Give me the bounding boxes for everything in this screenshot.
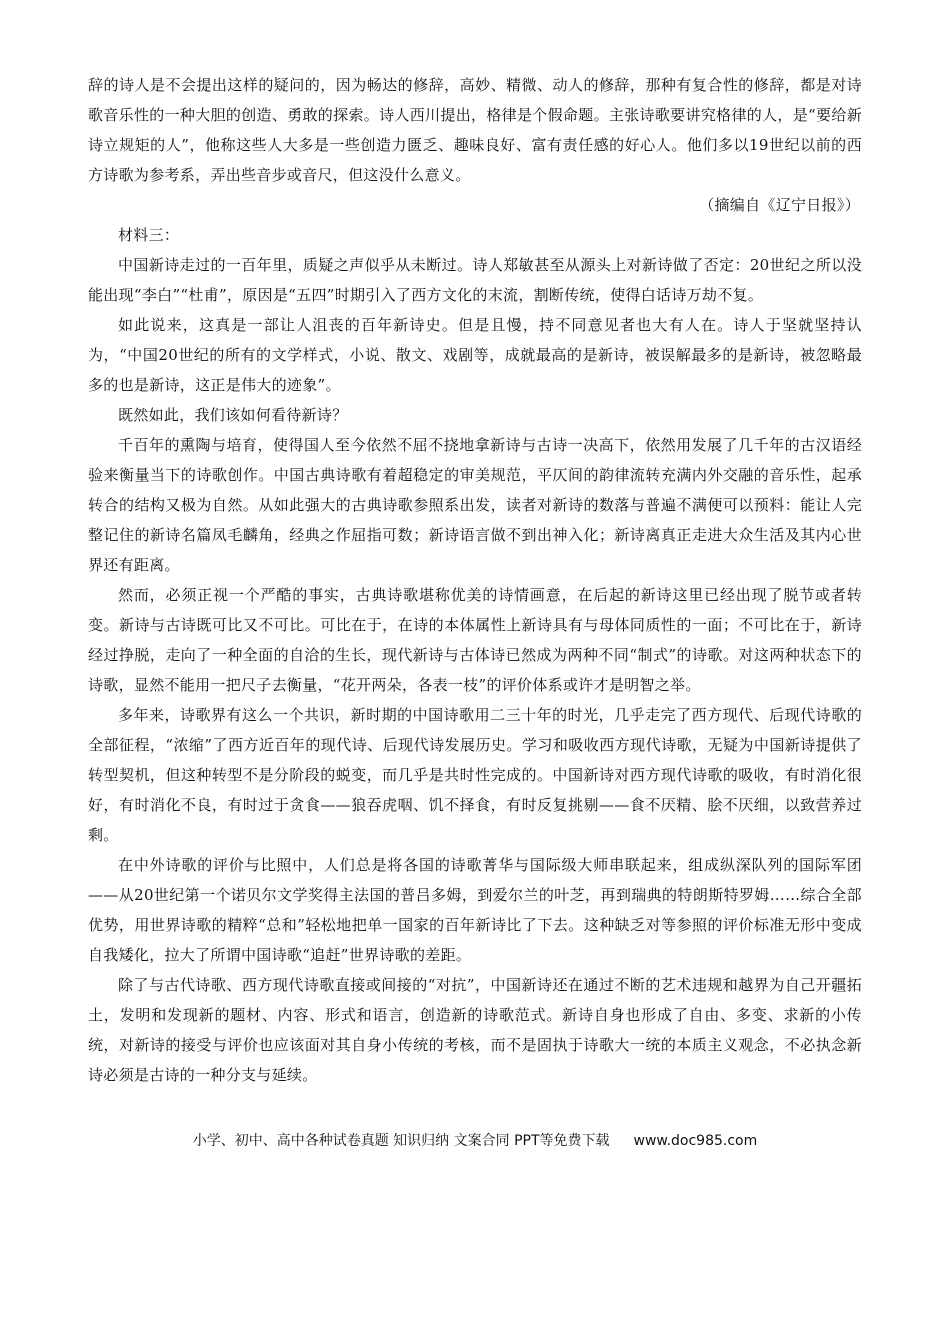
document-body xyxy=(88,70,862,1090)
paragraph: 然而，必须正视一个严酷的事实，古典诗歌堪称优美的诗情画意，在后起的新诗这里已经出现了脱节或者转变。新诗与古诗既可比又不可比。可比在于，在诗的本体属性上新诗具有与母体同质性的一面；不可比在于，新诗经过挣脱，走向了一种全面的自洽的生长，现代新诗与古体诗已然成为两种不同“制式”的诗歌。对这两种状态下的诗歌，显然不能用一把尺子去衡量，“花开两朵，各表一枝”的评价体系或许才是明智之举。 xyxy=(88,586,862,694)
section-heading-material-3: 材料三： xyxy=(118,226,180,244)
paragraph: 如此说来，这真是一部让人沮丧的百年新诗史。但是且慢，持不同意见者也大有人在。诗人于坚就坚持认为，“中国20世纪的所有的文学样式，小说、散文、戏剧等，成就最高的是新诗，被误解最多的是新诗，被忽略最多的也是新诗，这正是伟大的迹象”。 xyxy=(88,316,862,394)
paragraph: 中国新诗走过的一百年里，质疑之声似乎从未断过。诗人郑敏甚至从源头上对新诗做了否定：20世纪之所以没能出现“李白”“杜甫”，原因是“五四”时期引入了西方文化的末流，割断传统，使得白话诗万劫不复。 xyxy=(88,256,862,304)
paragraph: 既然如此，我们该如何看待新诗？ xyxy=(118,406,348,424)
page-footer xyxy=(0,1128,950,1154)
paragraph: 千百年的熏陶与培育，使得国人至今依然不屈不挠地拿新诗与古诗一决高下，依然用发展了几千年的古汉语经验来衡量当下的诗歌创作。中国古典诗歌有着超稳定的审美规范，平仄间的韵律流转充满内外交融的音乐性，起承转合的结构又极为自然。从如此强大的古典诗歌参照系出发，读者对新诗的数落与普遍不满便可以预料：能让人完整记住的新诗名篇凤毛麟角，经典之作屈指可数；新诗语言做不到出神入化；新诗离真正走进大众生活及其内心世界还有距离。 xyxy=(88,436,862,574)
footer-url[interactable]: www.doc985.com xyxy=(633,1133,758,1149)
paragraph: 除了与古代诗歌、西方现代诗歌直接或间接的“对抗”，中国新诗还在通过不断的艺术违规和越界为自己开疆拓土，发明和发现新的题材、内容、形式和语言，创造新的诗歌范式。新诗自身也形成了自由、多变、求新的小传统，对新诗的接受与评价也应该面对其自身小传统的考核，而不是固执于诗歌大一统的本质主义观念，不必执念新诗必须是古诗的一种分支与延续。 xyxy=(88,976,862,1084)
paragraph: 多年来，诗歌界有这么一个共识，新时期的中国诗歌用二三十年的时光，几乎走完了西方现代、后现代诗歌的全部征程，“浓缩”了西方近百年的现代诗、后现代诗发展历史。学习和吸收西方现代诗歌，无疑为中国新诗提供了转型契机，但这种转型不是分阶段的蜕变，而几乎是共时性完成的。中国新诗对西方现代诗歌的吸收，有时消化很好，有时消化不良，有时过于贪食——狼吞虎咽、饥不择食，有时反复挑剔——食不厌精、脍不厌细，以致营养过剩。 xyxy=(88,706,862,844)
paragraph: 在中外诗歌的评价与比照中，人们总是将各国的诗歌菁华与国际级大师串联起来，组成纵深队列的国际军团——从20世纪第一个诺贝尔文学奖得主法国的普吕多姆，到爱尔兰的叶芝，再到瑞典的特朗斯特罗姆……综合全部优势，用世界诗歌的精粹“总和”轻松地把单一国家的百年新诗比了下去。这种缺乏对等参照的评价标准无形中变成自我矮化，拉大了所谓中国诗歌“追赶”世界诗歌的差距。 xyxy=(88,856,862,964)
paragraph-continued: 辞的诗人是不会提出这样的疑问的，因为畅达的修辞，高妙、精微、动人的修辞，那种有复合性的修辞，都是对诗歌音乐性的一种大胆的创造、勇敢的探索。诗人西川提出，格律是个假命题。主张诗歌要讲究格律的人，是“要给新诗立规矩的人”，他称这些人大多是一些创造力匮乏、趣味良好、富有责任感的好心人。他们多以19世纪以前的西方诗歌为参考系，弄出些音步或音尺，但这没什么意义。 xyxy=(88,76,862,184)
footer-text: 小学、初中、高中各种试卷真题 知识归纳 文案合同 PPT等免费下载 xyxy=(192,1133,610,1149)
source-citation: （摘编自《辽宁日报》） xyxy=(699,196,860,214)
